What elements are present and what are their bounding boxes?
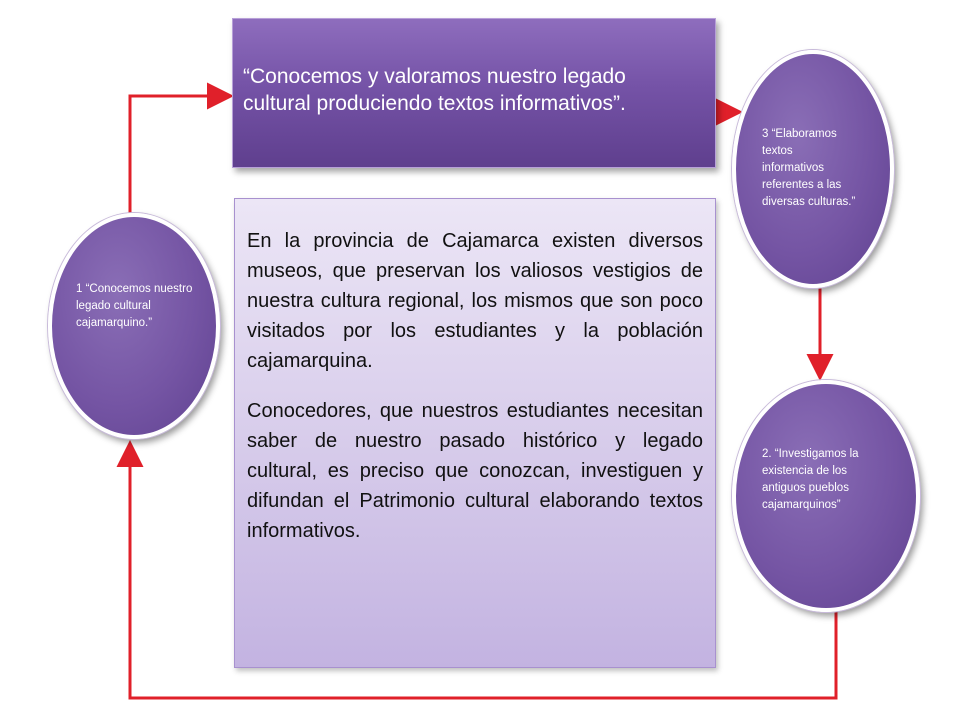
title-text: “Conocemos y valoramos nuestro legado cultural produciendo textos informativos”. — [243, 65, 626, 115]
arrow-step1-to-title — [130, 96, 228, 213]
step-1-label: 1 “Conocemos nuestro legado cultural cajamarquino.” — [76, 283, 193, 329]
description-paragraph-2: Conocedores, que nuestros estudiantes necesitan saber de nuestro pasado histórico y legado cultural, es preciso que conozcan, investiguen y difundan el Patrimonio cultural elaborando textos informativos. — [247, 400, 703, 542]
step-2-label: 2. “Investigamos la existencia de los antiguos pueblos cajamarquinos” — [762, 448, 859, 511]
description-box — [234, 198, 716, 668]
description-paragraph-1: En la provincia de Cajamarca existen diversos museos, que preservan los valiosos vestigios de nuestra cultura regional, los mismos que son poco visitados por los estudiantes y la población cajamarquina. — [247, 230, 703, 372]
step-1-ellipse — [48, 213, 220, 439]
title-box — [232, 18, 716, 168]
step-3-ellipse — [732, 50, 894, 288]
step-2-ellipse — [732, 380, 920, 612]
step-3-label: 3 “Elaboramos textos informativos referentes a las diversas culturas.” — [762, 128, 856, 208]
